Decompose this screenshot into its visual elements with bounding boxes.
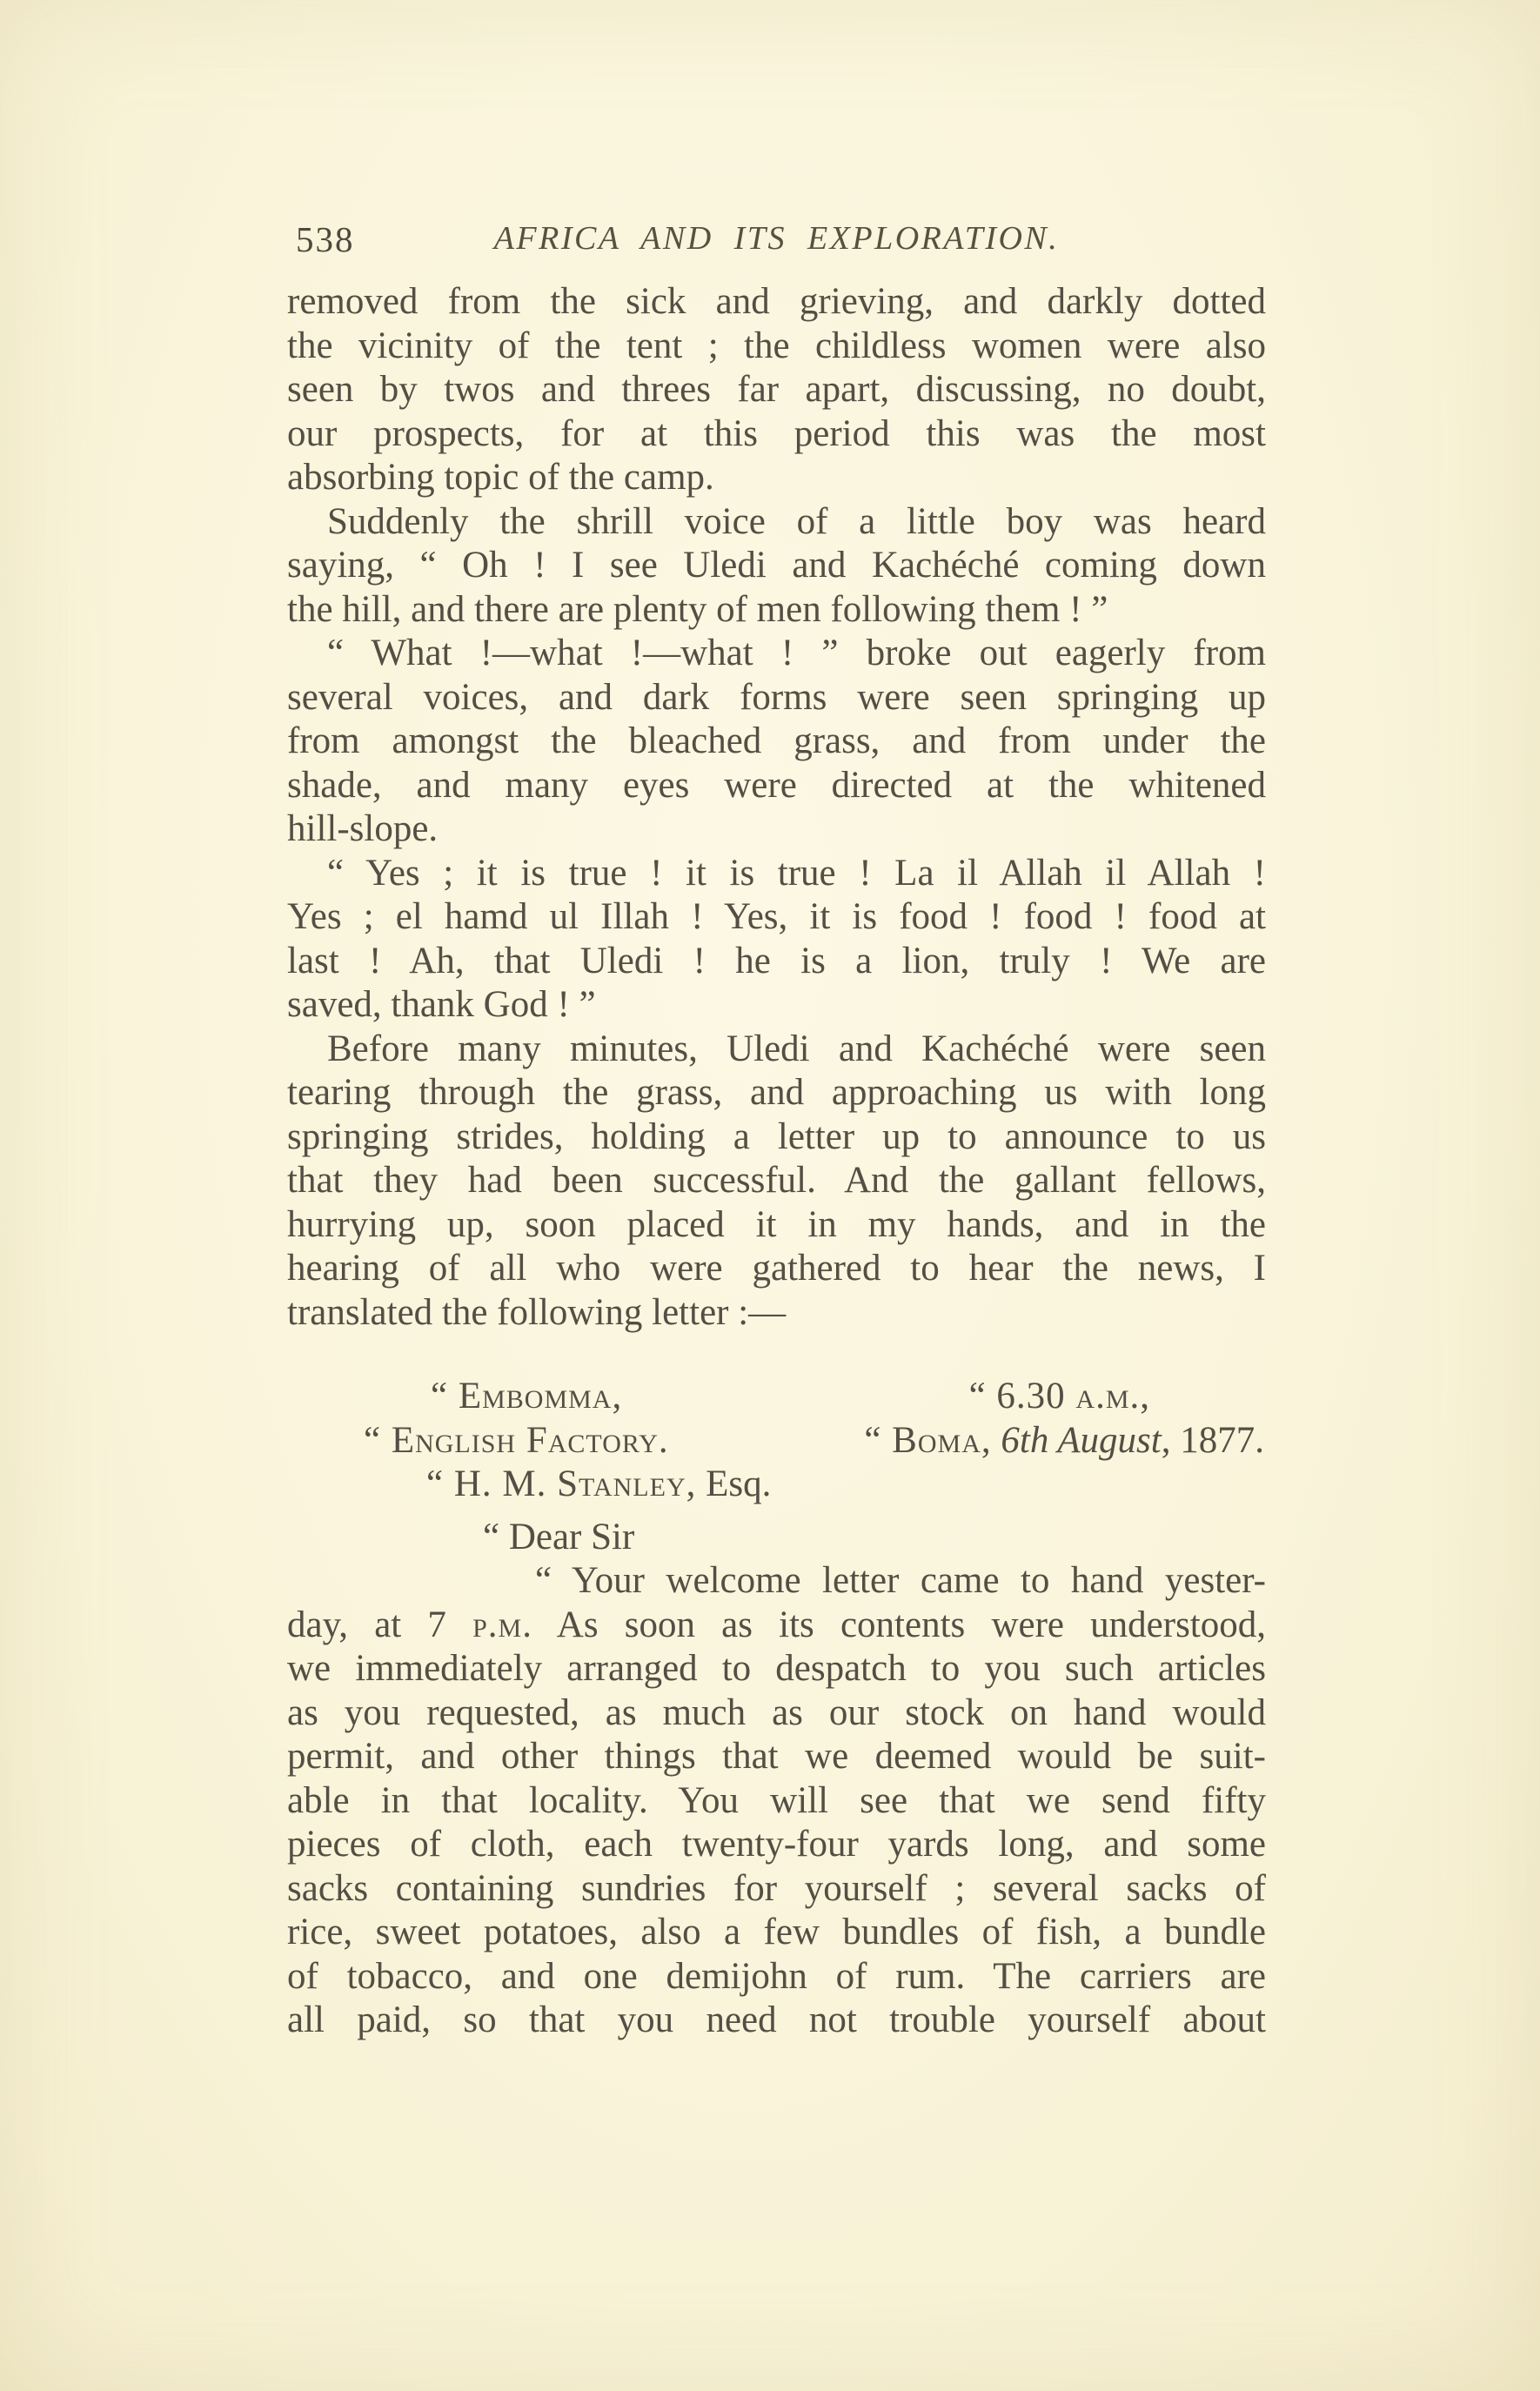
line-part: As soon as its contents were understood, (532, 1604, 1267, 1645)
paragraph (287, 1028, 1266, 1336)
text-line: our prospects, for at this period this was the most (287, 412, 1266, 454)
text-line: springing strides, holding a letter up to announce to us (287, 1115, 1266, 1157)
salutation-text: “ Dear Sir (483, 1516, 635, 1557)
letter-boma: “ Boma, (864, 1419, 992, 1461)
text-line: rice, sweet potatoes, also a few bundles of fish, a bundle (287, 1912, 1266, 1952)
letter-addressee (426, 1463, 771, 1507)
letter-factory: “ English Factory. (364, 1419, 669, 1461)
body-text (287, 280, 1266, 2043)
text-line: permit, and other things that we deemed would be suit- (287, 1736, 1266, 1777)
text-line: that they had been successful. And the gallant fellows, (287, 1160, 1266, 1201)
text-line: as you requested, as much as our stock on hand would (287, 1691, 1266, 1733)
letter-time: “ 6.30 a.m., (968, 1376, 1150, 1417)
letter-salutation (287, 1516, 1266, 1560)
letter-year: , 1877. (1161, 1419, 1264, 1461)
text-line: hearing of all who were gathered to hear the news, I (287, 1248, 1266, 1289)
text-line: of tobacco, and one demijohn of rum. The carriers are (287, 1955, 1266, 1997)
text-line (287, 1604, 1266, 1648)
text-line: “ What !—what !—what ! ” broke out eagerly from (327, 633, 1266, 673)
quoted-letter (287, 1375, 1266, 2043)
paragraph (287, 632, 1266, 852)
text-line: sacks containing sundries for yourself ; several sacks of (287, 1867, 1266, 1909)
paragraph (287, 852, 1266, 1028)
text-line: last ! Ah, that Uledi ! he is a lion, truly ! We are (287, 940, 1266, 981)
text-line: hurrying up, soon placed it in my hands, and in the (287, 1203, 1266, 1245)
letter-heading-line (287, 1375, 1266, 1419)
paragraph (287, 500, 1266, 633)
text-line: hill-slope. (287, 808, 439, 849)
text-line: able in that locality. You will see that we send fifty (287, 1779, 1266, 1821)
text-line: removed from the sick and grieving, and darkly dotted (287, 281, 1266, 322)
paragraph (287, 280, 1266, 500)
letter-addressee-line (287, 1463, 1266, 1507)
text-line: Before many minutes, Uledi and Kachéché were seen (327, 1028, 1266, 1069)
line-part: day, at 7 (287, 1604, 473, 1645)
text-line: Suddenly the shrill voice of a little boy was heard (327, 500, 1266, 542)
letter-heading-line (287, 1419, 1266, 1463)
text-line: “ Your welcome letter came to hand yester- (535, 1560, 1266, 1601)
text-line: seen by twos and threes far apart, discussing, no doubt, (287, 369, 1266, 410)
text-line: from amongst the bleached grass, and from under the (287, 720, 1266, 761)
running-title: AFRICA AND ITS EXPLORATION. (493, 220, 1060, 257)
text-line: all paid, so that you need not trouble yourself about (287, 1999, 1266, 2040)
text-line: “ Yes ; it is true ! it is true ! La il Allah il Allah ! (327, 852, 1266, 894)
text-line: absorbing topic of the camp. (287, 457, 714, 498)
text-line: we immediately arranged to despatch to you such articles (287, 1648, 1266, 1689)
letter-date: 6th August (991, 1419, 1162, 1461)
text-line: pieces of cloth, each twenty-four yards long, and some (287, 1824, 1266, 1865)
text-line: tearing through the grass, and approaching us with long (287, 1072, 1266, 1113)
line-part-smallcaps: p.m. (472, 1604, 532, 1645)
text-line: several voices, and dark forms were seen springing up (287, 676, 1266, 718)
text-line: shade, and many eyes were directed at the whitened (287, 764, 1266, 806)
letter-dateline (864, 1419, 1264, 1463)
text-line: Yes ; el hamd ul Illah ! Yes, it is food ! food ! food at (287, 896, 1266, 937)
text-line: saying, “ Oh ! I see Uledi and Kachéché coming down (287, 545, 1266, 586)
text-line: saved, thank God ! ” (287, 984, 596, 1025)
text-line: the vicinity of the tent ; the childless women were also (287, 325, 1266, 366)
addressee-name: “ H. M. Stanley, (426, 1463, 697, 1504)
page-header (287, 216, 1266, 261)
page-number: 538 (296, 219, 355, 259)
text-line: the hill, and there are plenty of men following them ! ” (287, 588, 1108, 630)
text-line: translated the following letter :— (287, 1291, 787, 1333)
letter-place: “ Embomma, (431, 1376, 623, 1417)
addressee-suffix: Esq. (696, 1463, 772, 1504)
